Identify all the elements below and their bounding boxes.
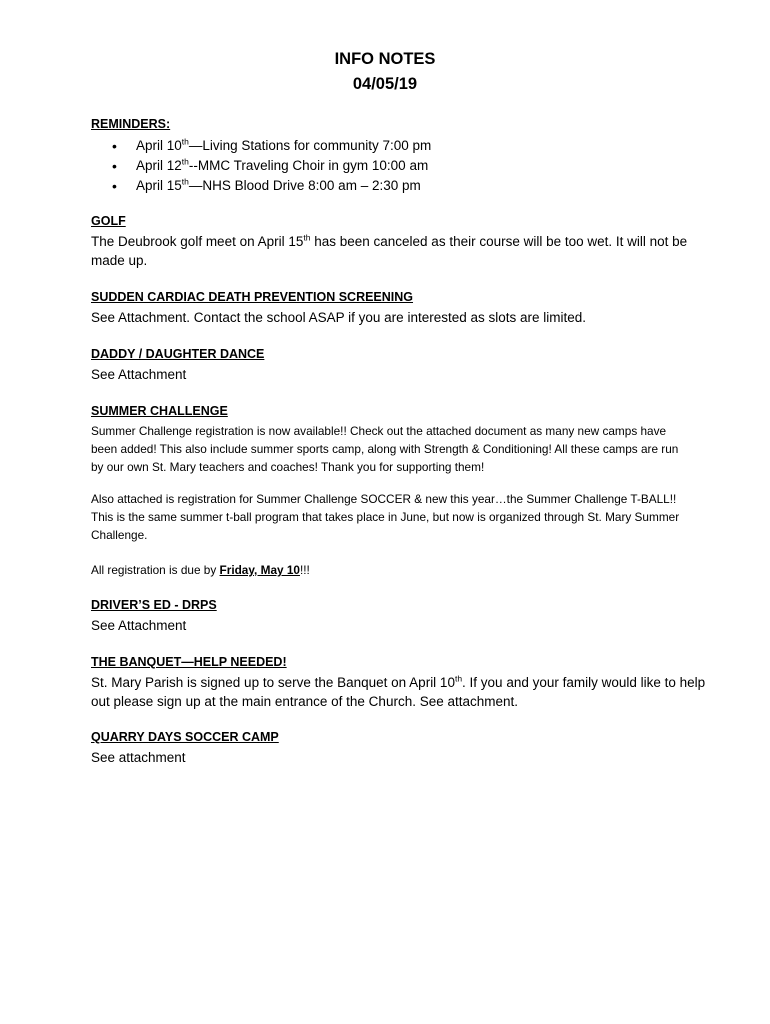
deadline-date: Friday, May 10: [219, 563, 300, 577]
cardiac-screening-text: See Attachment. Contact the school ASAP if you are interested as slots are limited.: [91, 310, 587, 325]
page-title: INFO NOTES: [334, 50, 436, 68]
drivers-ed-heading: DRIVER’S ED - DRPS: [91, 598, 217, 612]
list-item: • April 12th--MMC Traveling Choir in gym 10:00 am: [112, 156, 431, 176]
banquet-text: St. Mary Parish is signed up to serve the Banquet on April 10th. If you and your family would like to help out please sign up at the main entrance of the Church. See attachment.: [91, 673, 706, 709]
summer-challenge-paragraph-1: Summer Challenge registration is now available!! Check out the attached document as many new camps have been added! This also include summer sports camp, along with Strength & Conditioning! All these camps are run by our own St. Mary teachers and coaches! Thank you for supporting them!: [91, 424, 679, 474]
summer-challenge-deadline: All registration is due by Friday, May 10!!!: [91, 563, 310, 577]
page-date: 04/05/19: [352, 75, 418, 93]
cardiac-screening-heading: SUDDEN CARDIAC DEATH PREVENTION SCREENING: [91, 290, 414, 304]
summer-challenge-paragraph-2: Also attached is registration for Summer Challenge SOCCER & new this year…the Summer Challenge T-BALL!! This is the same summer t-ball program that takes place in June, but now is organized through St. Mary Summer Challenge.: [91, 492, 680, 542]
reminders-list: [112, 136, 431, 196]
banquet-heading: THE BANQUET—HELP NEEDED!: [91, 655, 287, 669]
daddy-daughter-dance-text: See Attachment: [91, 367, 187, 382]
golf-heading: GOLF: [91, 214, 126, 228]
quarry-days-heading: QUARRY DAYS SOCCER CAMP: [91, 730, 279, 744]
reminders-heading: REMINDERS:: [91, 117, 171, 131]
daddy-daughter-dance-heading: DADDY / DAUGHTER DANCE: [91, 347, 265, 361]
summer-challenge-heading: SUMMER CHALLENGE: [91, 404, 228, 418]
quarry-days-text: See attachment: [91, 750, 186, 765]
drivers-ed-text: See Attachment: [91, 618, 187, 633]
list-item: • April 15th—NHS Blood Drive 8:00 am – 2:30 pm: [112, 176, 431, 196]
list-item: • April 10th—Living Stations for community 7:00 pm: [112, 136, 431, 156]
golf-text: The Deubrook golf meet on April 15th has been canceled as their course will be too wet. It will not be made up.: [91, 232, 688, 268]
